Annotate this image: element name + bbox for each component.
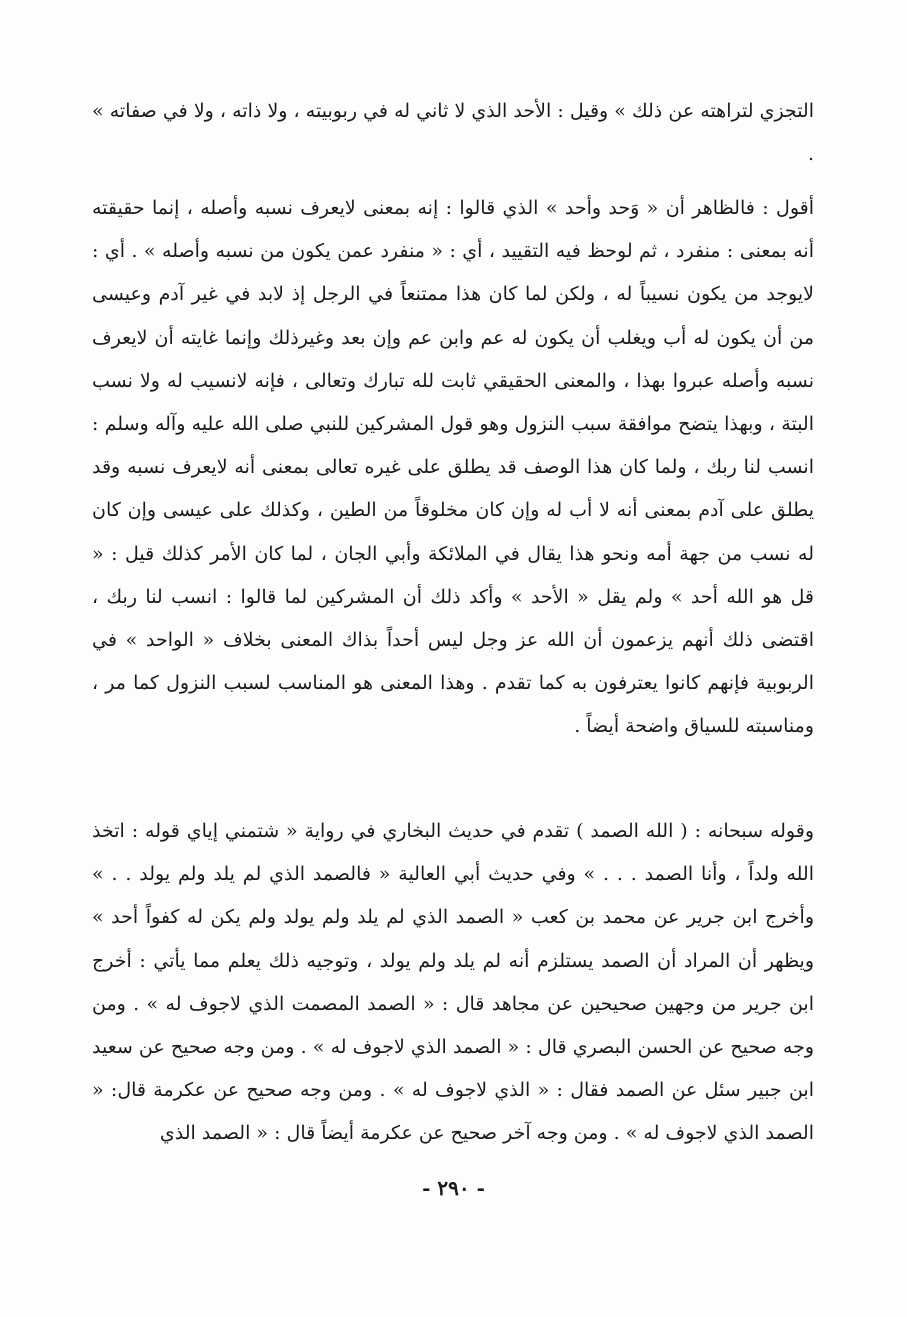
paragraph-3-text: وقوله سبحانه : ( الله الصمد ) تقدم في حديث البخاري في رواية « شتمني إياي قوله : اتخذ الله ولداً ، وأنا الصمد . . . » وفي حديث أبي العالية « فالصمد الذي لم يلد ولم يولد . . » وأخرج ابن جرير عن محمد بن كعب « الصمد الذي لم يلد ولم يولد ولم يكن له كفواً أحد » ويظهر أن المراد أن الصمد يستلزم أنه لم يلد ولم يولد ، وتوجيه ذلك يعلم مما يأتي : أخرج ابن جرير من وجهين صحيحين عن مجاهد قال : « الصمد المصمت الذي لاجوف له » . ومن وجه صحيح عن الحسن البصري قال : « الصمد الذي لاجوف له » . ومن وجه صحيح عن سعيد ابن جبير سئل عن الصمد فقال : « الذي لاجوف له » . ومن وجه صحيح عن عكرمة قال: « الصمد الذي لاجوف له » . ومن وجه آخر صحيح عن عكرمة أيضاً قال : « الصمد الذي bbox=[92, 820, 814, 1145]
paragraph-2 bbox=[92, 187, 814, 749]
page-number: - ٢٩٠ - bbox=[422, 1176, 485, 1200]
paragraph-2-text: أقول : فالظاهر أن « وَحد وأحد » الذي قالوا : إنه بمعنى لايعرف نسبه وأصله ، إنما حقيقته أنه بمعنى : منفرد ، ثم لوحظ فيه التقييد ، أي : « منفرد عمن يكون من نسبه وأصله » . أي : لايوجد من يكون نسيباً له ، ولكن لما كان هذا ممتنعاً في الرجل إذ لابد في غير آدم وعيسى من أن يكون له أب ويغلب أن يكون له عم وابن عم وإن بعد وغيرذلك وإنما غايته أن لايعرف نسبه وأصله عبروا بهذا ، والمعنى الحقيقي ثابت لله تبارك وتعالى ، فإنه لانسيب له ولا نسب البتة ، وبهذا يتضح موافقة سبب النزول وهو قول المشركين للنبي صلى الله عليه وآله وسلم : انسب لنا ربك ، ولما كان هذا الوصف قد يطلق على غيره تعالى بمعنى أنه لايعرف نسبه وقد يطلق على آدم بمعنى أنه لا أب له وإن كان مخلوقاً من الطين ، وكذلك على عيسى وإن كان له نسب من جهة أمه ونحو هذا يقال في الملائكة وأبي الجان ، لما كان الأمر كذلك قيل : « قل هو الله أحد » ولم يقل « الأحد » وأكد ذلك أن المشركين لما قالوا : انسب لنا ربك ، اقتضى ذلك أنهم يزعمون أن الله عز وجل ليس أحداً بذاك المعنى بخلاف « الواحد » في الربوبية فإنهم كانوا يعترفون به كما تقدم . وهذا المعنى هو المناسب لسبب النزول كما مر ، ومناسبته للسياق واضحة أيضاً . bbox=[92, 197, 814, 738]
paragraph-3 bbox=[92, 810, 814, 1156]
paragraph-1-text: التجزي لتراهته عن ذلك » وقيل : الأحد الذي لا ثاني له في ربوبيته ، ولا ذاته ، ولا في صفاته » . bbox=[92, 100, 814, 166]
paragraph-1 bbox=[92, 90, 814, 176]
